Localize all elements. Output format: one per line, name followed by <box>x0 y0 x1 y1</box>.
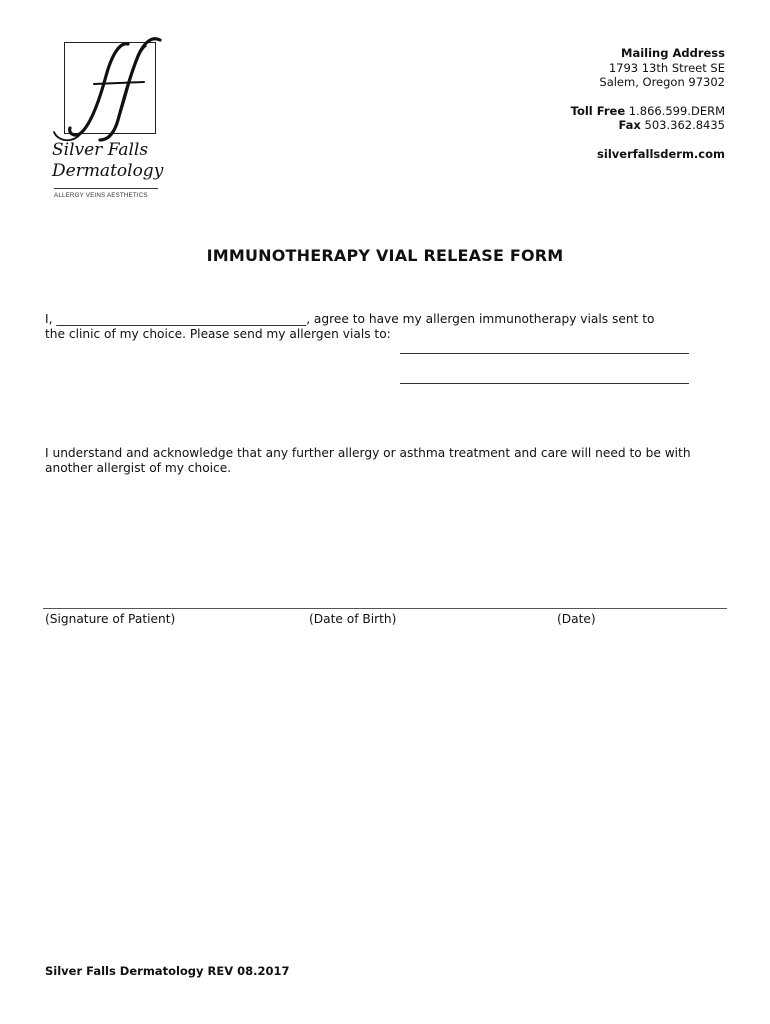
patient-name-blank[interactable]: _________________________________________ <box>56 312 307 326</box>
contact-block <box>571 46 725 161</box>
mailing-address-label: Mailing Address <box>621 46 725 60</box>
intro-line1 <box>45 312 735 327</box>
toll-free-row <box>571 104 725 119</box>
signature-label: (Signature of Patient) <box>45 612 176 626</box>
logo-name-line1: Silver Falls <box>52 140 149 160</box>
form-title: IMMUNOTHERAPY VIAL RELEASE FORM <box>206 246 564 265</box>
fax-label: Fax <box>618 118 641 132</box>
fax-number: 503.362.8435 <box>644 118 725 132</box>
website-link[interactable]: silverfallsderm.com <box>597 146 725 161</box>
logo-divider <box>54 188 158 189</box>
acknowledgement-line2: another allergist of my choice. <box>45 461 232 475</box>
street-address: 1793 13th Street SE <box>608 60 725 75</box>
logo-wordmark <box>52 140 164 182</box>
signature-line[interactable] <box>43 608 727 609</box>
date-of-birth-label: (Date of Birth) <box>309 612 397 626</box>
clinic-address-line-1[interactable] <box>400 353 689 354</box>
toll-free-label: Toll Free <box>570 103 626 118</box>
date-label: (Date) <box>557 612 596 626</box>
intro-paragraph <box>45 312 735 342</box>
acknowledgement-line1: I understand and acknowledge that any further allergy or asthma treatment and care will need to be with <box>45 446 691 460</box>
intro-line2: the clinic of my choice. Please send my allergen vials to: <box>45 327 391 341</box>
intro-suffix: , agree to have my allergen immunotherapy vials sent to <box>306 312 655 326</box>
city-state-zip: Salem, Oregon 97302 <box>599 75 725 89</box>
company-logo <box>48 36 166 206</box>
intro-prefix: I, <box>45 312 57 326</box>
clinic-address-line-2[interactable] <box>400 383 689 384</box>
acknowledgement-paragraph <box>45 446 735 476</box>
logo-tagline: ALLERGY VEINS AESTHETICS <box>54 192 148 199</box>
logo-name-line2: Dermatology <box>52 161 164 181</box>
footer-revision: Silver Falls Dermatology REV 08.2017 <box>45 964 290 978</box>
fax-row <box>571 118 725 133</box>
double-f-monogram-icon <box>48 36 166 146</box>
toll-free-number: 1.866.599.DERM <box>628 103 725 118</box>
